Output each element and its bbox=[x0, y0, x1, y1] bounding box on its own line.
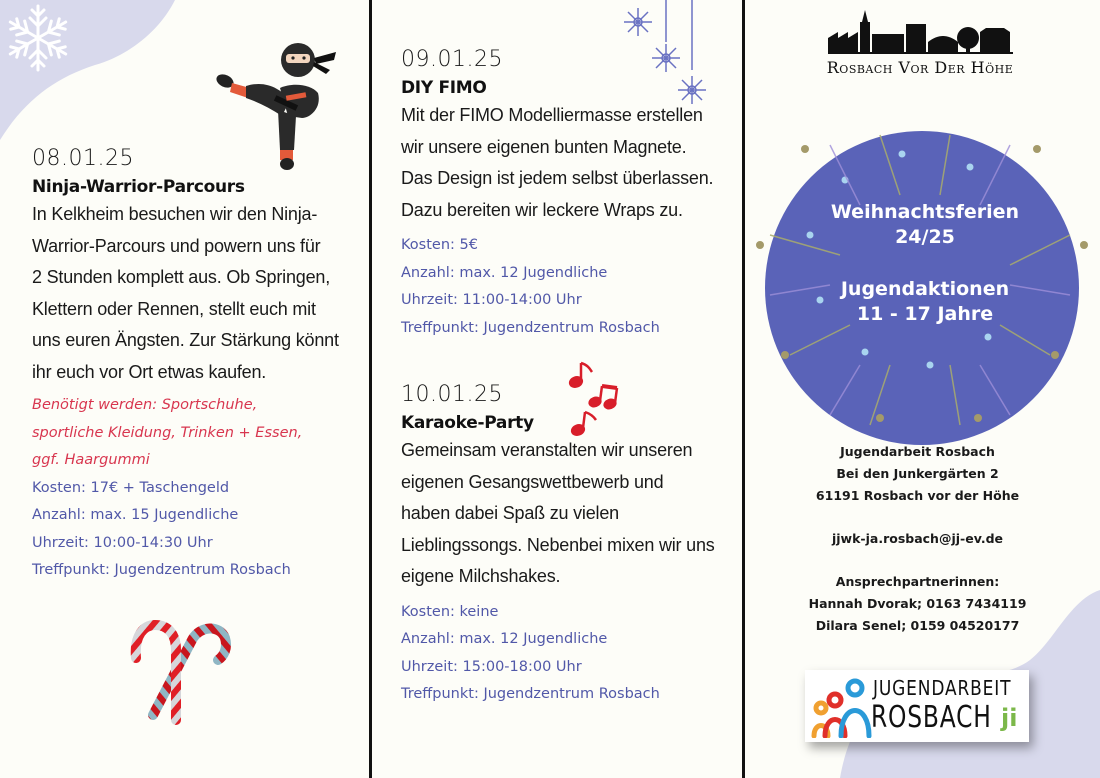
event-description bbox=[32, 199, 367, 388]
description-line: ihr euch vor Ort etwas kaufen. bbox=[32, 361, 267, 382]
panel-cover bbox=[745, 0, 1100, 778]
candy-canes-icon bbox=[130, 610, 240, 730]
description-line: 2 Stunden komplett aus. Ob Springen, bbox=[32, 267, 330, 287]
event-details bbox=[401, 599, 741, 709]
event-cost: Kosten: 5€ bbox=[401, 237, 478, 253]
org-name: Jugendarbeit Rosbach bbox=[840, 444, 995, 459]
event-meeting-point: Treffpunkt: Jugendzentrum Rosbach bbox=[32, 562, 291, 578]
org-street: Bei den Junkergärten 2 bbox=[836, 466, 999, 481]
event-time: Uhrzeit: 10:00-14:30 Uhr bbox=[32, 534, 213, 551]
description-line: eigene Milchshakes. bbox=[401, 566, 561, 586]
event-details bbox=[401, 232, 741, 342]
event-date: 09.01.25 bbox=[401, 47, 503, 72]
org-logo bbox=[805, 670, 1029, 742]
event-participants: Anzahl: max. 12 Jugendliche bbox=[401, 631, 608, 647]
description-line: Klettern oder Rennen, stellt euch mit bbox=[32, 298, 316, 319]
panel-event-1 bbox=[0, 0, 369, 778]
event-time: Uhrzeit: 15:00-18:00 Uhr bbox=[401, 658, 582, 675]
town-name: Rosbach Vor Der Höhe bbox=[826, 58, 1014, 77]
event-date: 10.01.25 bbox=[401, 382, 503, 407]
badge-title-1: Weihnachtsferien bbox=[830, 201, 1020, 223]
snowflake-icon bbox=[2, 2, 74, 74]
badge-subtitle-1: Jugendaktionen bbox=[840, 278, 1010, 300]
event-title: DIY FIMO bbox=[401, 78, 487, 98]
town-logo bbox=[820, 4, 1020, 80]
org-logo-line2: ROSBACH bbox=[871, 700, 992, 735]
org-logo-mark: ji bbox=[1001, 704, 1018, 732]
contact-block bbox=[745, 441, 1090, 637]
description-line: In Kelkheim besuchen wir den Ninja- bbox=[32, 204, 318, 224]
holiday-badge bbox=[750, 125, 1090, 445]
event-requirements bbox=[32, 392, 367, 475]
description-line: eigenen Gesangswettbewerb und bbox=[401, 471, 664, 492]
skyline-icon bbox=[828, 8, 1013, 54]
description-line: uns euren Ängsten. Zur Stärkung könnt bbox=[32, 330, 339, 350]
description-line: Gemeinsam veranstalten wir unseren bbox=[401, 440, 693, 460]
event-3-content bbox=[401, 382, 741, 709]
event-meeting-point: Treffpunkt: Jugendzentrum Rosbach bbox=[401, 686, 660, 702]
description-line: Warrior-Parcours und powern uns für bbox=[32, 235, 321, 256]
description-line: Dazu bereiten wir leckere Wraps zu. bbox=[401, 199, 683, 220]
event-time: Uhrzeit: 11:00-14:00 Uhr bbox=[401, 292, 582, 308]
event-cost: Kosten: keine bbox=[401, 603, 499, 620]
panel-events-2-3 bbox=[372, 0, 742, 778]
description-line: Mit der FIMO Modelliermasse erstellen bbox=[401, 105, 703, 125]
event-1-content bbox=[32, 146, 367, 585]
event-meeting-point: Treffpunkt: Jugendzentrum Rosbach bbox=[401, 319, 660, 336]
description-line: Das Design ist jedem selbst überlassen. bbox=[401, 168, 714, 188]
event-details bbox=[32, 475, 367, 585]
event-participants: Anzahl: max. 15 Jugendliche bbox=[32, 507, 239, 523]
description-line: wir unsere eigenen bunten Magnete. bbox=[401, 136, 687, 157]
people-figures-icon bbox=[811, 678, 875, 738]
event-description bbox=[401, 100, 741, 226]
badge-subtitle-2: 11 - 17 Jahre bbox=[856, 303, 994, 325]
badge-title-2: 24/25 bbox=[895, 226, 955, 248]
requirements-line: Benötigt werden: Sportschuhe, bbox=[32, 397, 258, 413]
description-line: Lieblingssongs. Nebenbei mixen wir uns bbox=[401, 534, 715, 555]
contacts-heading: Ansprechpartnerinnen: bbox=[835, 574, 1000, 589]
event-description bbox=[401, 435, 741, 593]
event-cost: Kosten: 17€ + Taschengeld bbox=[32, 479, 230, 496]
org-logo-line1: JUGENDARBEIT bbox=[873, 676, 1012, 700]
org-email[interactable]: jjwk-ja.rosbach@jj-ev.de bbox=[831, 531, 1003, 546]
event-2-content bbox=[401, 47, 741, 342]
event-title: Karaoke-Party bbox=[401, 413, 534, 433]
event-participants: Anzahl: max. 12 Jugendliche bbox=[401, 264, 608, 281]
description-line: haben dabei Spaß zu vielen bbox=[401, 503, 619, 523]
contact-person-1: Hannah Dvorak; 0163 7434119 bbox=[808, 596, 1027, 611]
contact-person-2: Dilara Senel; 0159 04520177 bbox=[815, 618, 1020, 633]
requirements-line: sportliche Kleidung, Trinken + Essen, bbox=[32, 424, 303, 441]
org-city: 61191 Rosbach vor der Höhe bbox=[815, 488, 1020, 503]
event-title: Ninja-Warrior-Parcours bbox=[32, 177, 245, 197]
event-date: 08.01.25 bbox=[32, 146, 134, 171]
requirements-line: ggf. Haargummi bbox=[32, 452, 150, 468]
